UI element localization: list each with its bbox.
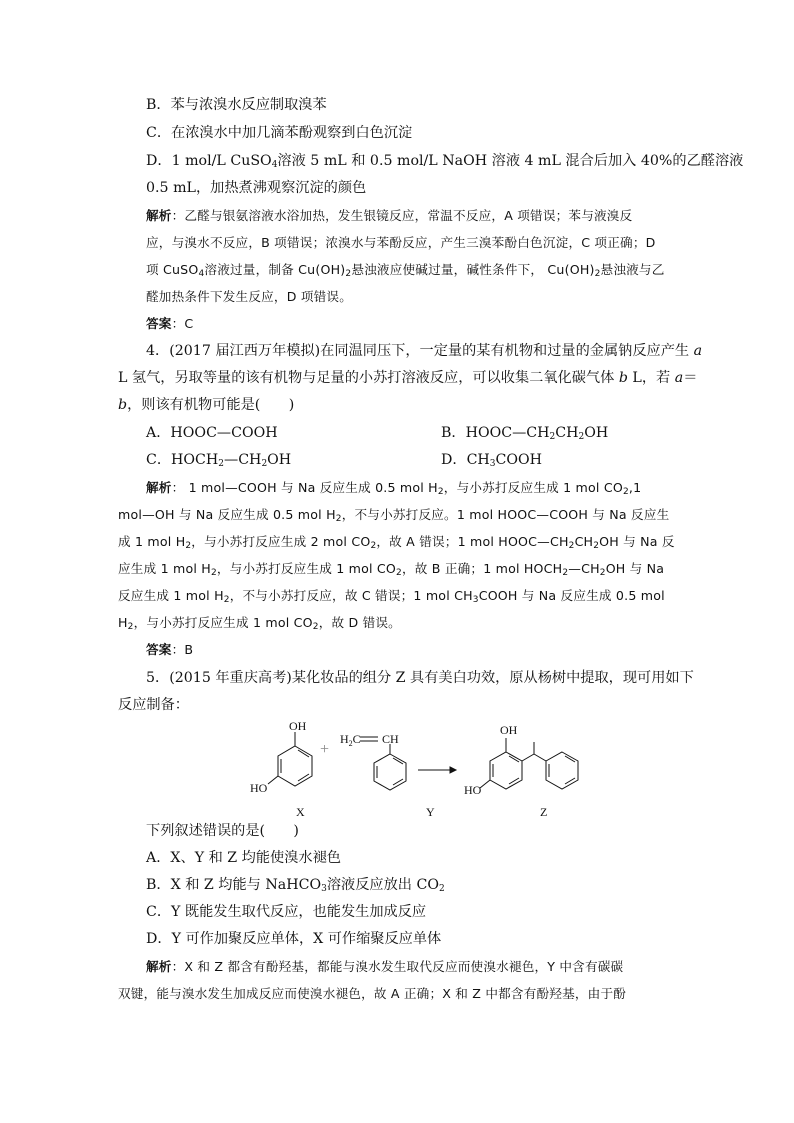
q5-option-b: B．X 和 Z 均能与 NaHCO$_3$溶液反应放出 $CO_2$	[146, 877, 445, 894]
option-d-line: D．1 mol/L CuSO$_4$溶液 5 mL 和 0.5 mol/L NaOH 溶液 4 mL 混合后加入 40%的乙醛溶液	[146, 153, 744, 170]
explanation-2-line-4: 应生成 1 mol $H_2$，与小苏打反应生成 1 mol $CO_2$，故 B 正确；1 mol $HOCH_2—CH_2OH$ 与 Na	[118, 561, 665, 578]
option-d-line-2: 0.5 mL，加热煮沸观察沉淀的颜色	[146, 180, 367, 196]
question-5-prompt: 下列叙述错误的是( )	[146, 823, 299, 839]
q5-option-c: C．Y 既能发生取代反应，也能发生加成反应	[146, 904, 427, 920]
question-5-line-1: 5．(2015 年重庆高考)某化妆品的组分 Z 具有美白功效，原从杨树中提取，现可用如下	[146, 670, 694, 686]
option-b-line: B．苯与浓溴水反应制取溴苯	[146, 97, 327, 113]
explanation-2-line-2: mol—OH 与 Na 反应生成 0.5 mol $H_2$，不与小苏打反应。1 mol HOOC—COOH 与 Na 反应生	[118, 507, 670, 524]
explanation-2-line-3: 成 1 mol $H_2$，与小苏打反应生成 2 mol $CO_2$，故 A 错误；1 mol $HOOC—CH_2CH_2OH$ 与 Na 反	[118, 534, 675, 551]
label-x: X	[296, 805, 305, 819]
explanation-2-line-6: $H_2$，与小苏打反应生成 1 mol $CO_2$，故 D 错误。	[118, 615, 401, 632]
reaction-arrow	[418, 767, 456, 773]
z-oh-top: OH	[500, 723, 518, 737]
explanation-1-line-3: 项 CuSO$_4$溶液过量，制备 $Cu(OH)_2$悬浊液应使碱过量，碱性条件下， $Cu(OH)_2$悬浊液与乙	[146, 262, 665, 279]
option-c-line: C．在浓溴水中加几滴苯酚观察到白色沉淀	[146, 125, 413, 141]
plus-sign: +	[320, 741, 330, 758]
q4-option-d: D．$CH_3COOH$	[441, 452, 543, 469]
x-oh-top: OH	[289, 720, 307, 733]
q4-option-a: A．HOOC—COOH	[146, 425, 278, 441]
reaction-scheme	[250, 720, 610, 840]
explanation-1-line-2: 应，与溴水不反应，B 项错误；浓溴水与苯酚反应，产生三溴苯酚白色沉淀，C 项正确；D	[146, 235, 656, 250]
molecule-z	[480, 738, 578, 789]
y-ch: CH	[382, 732, 399, 746]
explanation-1-line-4: 醛加热条件下发生反应，D 项错误。	[146, 289, 353, 304]
q4-option-b: B．$HOOC—CH_2CH_2OH$	[441, 425, 609, 442]
q5-option-d: D．Y 可作加聚反应单体，X 可作缩聚反应单体	[146, 931, 442, 947]
molecule-x	[268, 732, 312, 786]
y-formula: $H_2C$	[340, 732, 361, 748]
question-5-line-2: 反应制备：	[118, 697, 189, 713]
q5-option-a: A．X、Y 和 Z 均能使溴水褪色	[146, 850, 341, 866]
explanation-2-line-5: 反应生成 1 mol $H_2$，不与小苏打反应，故 C 错误；1 mol $CH_3COOH$ 与 Na 反应生成 0.5 mol	[118, 588, 665, 605]
label-z: Z	[540, 805, 548, 819]
q4-option-c: C．$HOCH_2—CH_2OH$	[146, 452, 292, 469]
answer-2: 答案：B	[146, 642, 194, 657]
explanation-2-line-1: 解析： 1 mol—COOH 与 Na 反应生成 0.5 mol $H_2$，与小苏打反应生成 1 mol $CO_2,1$	[146, 480, 642, 497]
question-4-line-3: b，则该有机物可能是( )	[118, 397, 295, 413]
explanation-3-line-1: 解析：X 和 Z 都含有酚羟基，都能与溴水发生取代反应而使溴水褪色，Y 中含有碳碳	[146, 959, 624, 974]
label-y: Y	[426, 805, 435, 819]
z-oh-bottom: HO	[464, 783, 482, 797]
answer-1: 答案：C	[146, 316, 194, 331]
x-oh-bottom: HO	[250, 781, 268, 795]
question-4-line-2: L 氢气，另取等量的该有机物与足量的小苏打溶液反应，可以收集二氧化碳气体 b L，若 a＝	[118, 370, 698, 386]
explanation-1-line-1: 解析：乙醛与银氨溶液水浴加热，发生银镜反应，常温不反应，A 项错误；苯与液溴反	[146, 208, 633, 223]
question-4-line-1: 4．(2017 届江西万年模拟)在同温同压下，一定量的某有机物和过量的金属钠反应产生 a	[146, 343, 703, 359]
explanation-3-line-2: 双键，能与溴水发生加成反应而使溴水褪色，故 A 正确；X 和 Z 中都含有酚羟基，由于酚	[118, 986, 627, 1001]
